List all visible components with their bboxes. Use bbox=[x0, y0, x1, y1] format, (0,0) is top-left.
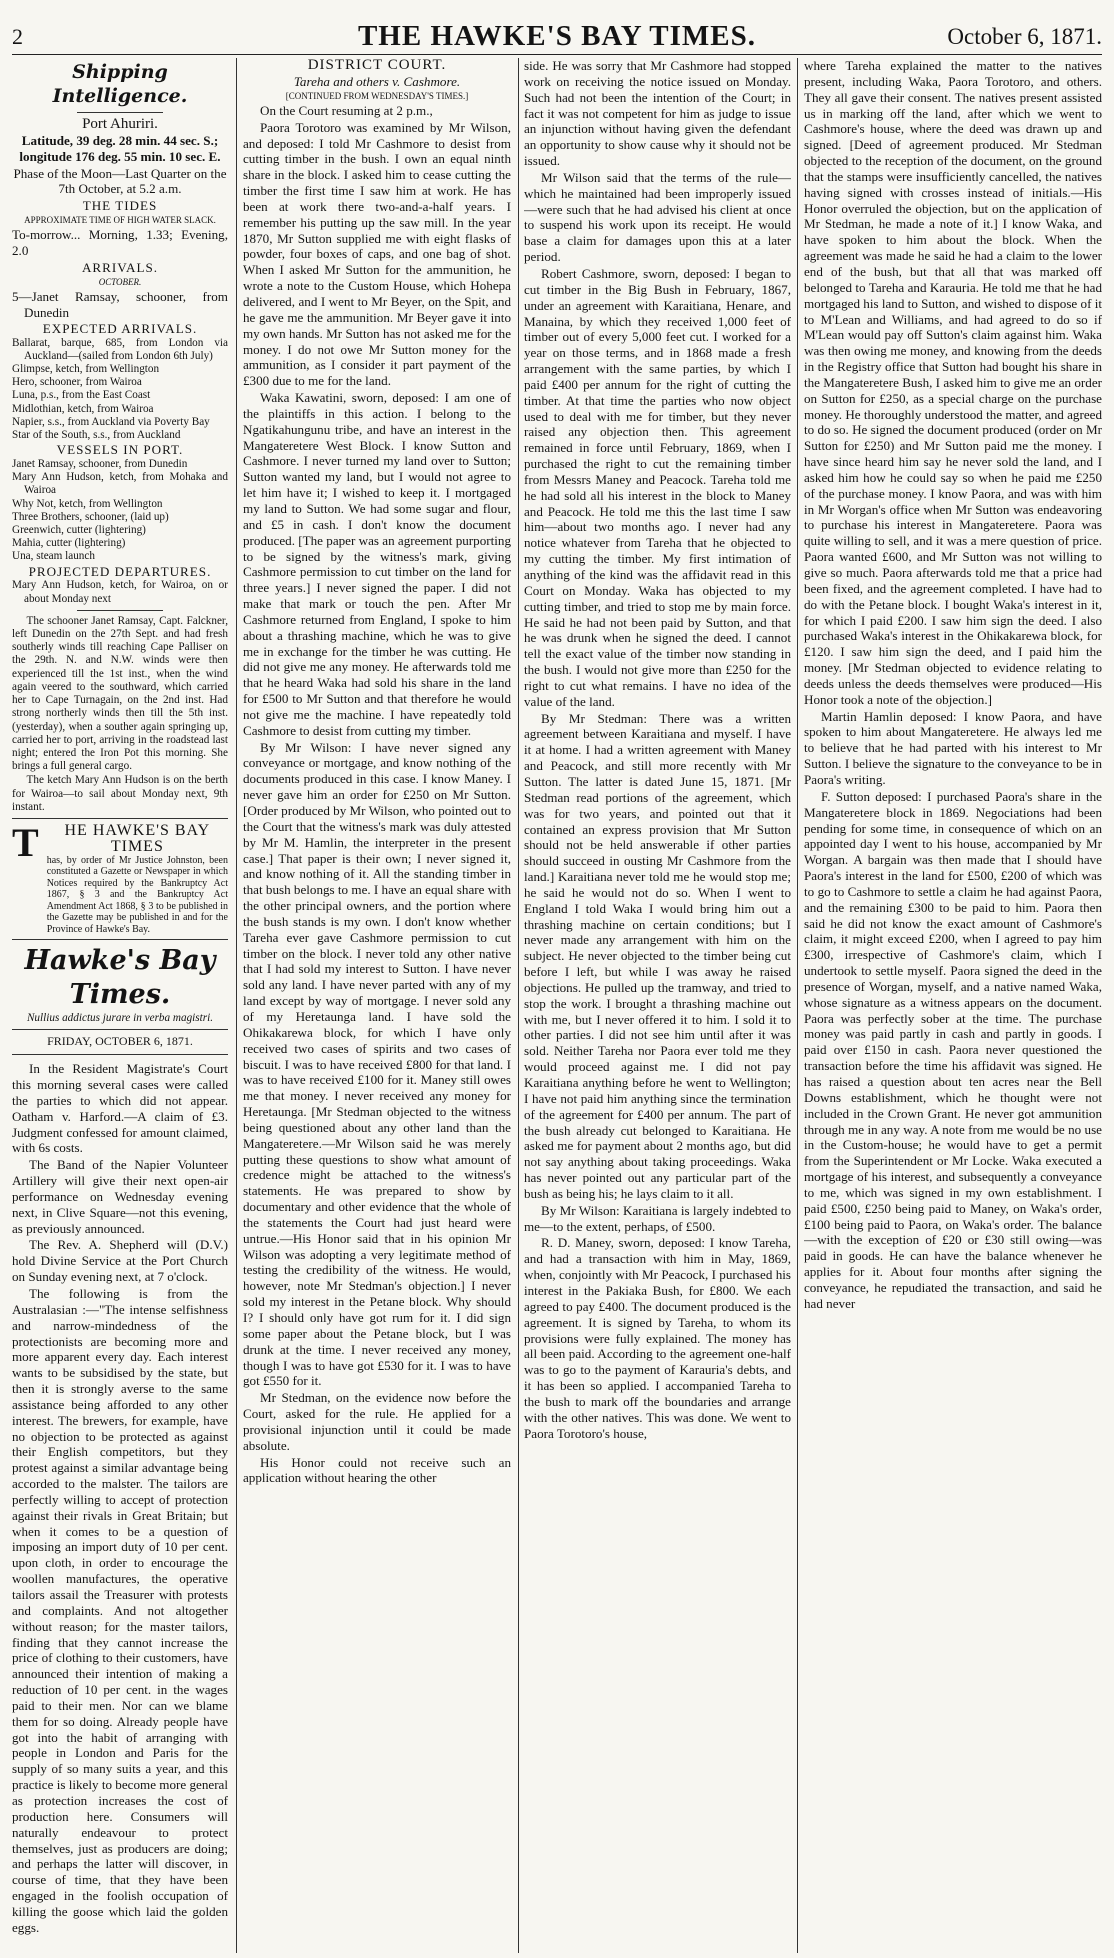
arrivals-month: OCTOBER. bbox=[98, 276, 142, 287]
column-rule-2 bbox=[518, 58, 519, 1953]
port-title: VESSELS IN PORT. bbox=[56, 442, 184, 458]
list-item: Luna, p.s., from the East Coast bbox=[12, 389, 151, 402]
nameplate: Hawke's Bay Times. bbox=[24, 945, 216, 1011]
list-item: Why Not, ketch, from Wellington bbox=[12, 497, 163, 510]
divider bbox=[12, 1029, 228, 1030]
list-item: Three Brothers, schooner, (laid up) bbox=[12, 510, 169, 523]
paragraph: where Tareha explained the matter to the natives present, including Waka, Paora Torotoro, and others. They all gave their consent. The natives present assisted us in marking off the land, after which we went to Cashmore's house, where the deed was drawn up and signed. [Deed of agreement produced. Mr Stedman objected to the reception of the document, on the ground that the stamps were insufficiently cancelled, the natives having signed with crosses instead of initials.—His Honor overruled the objection, but on the application of Mr Stedman, he made a note of it.] I know Waka, and have spoken to him about the block. When the agreement was made he said he had a claim to the lower end of the bush, but that all that was marked off belonged to Tareha and Karauria. He told me that he had mortgaged his land to Sutton, and wished to dispose of it to M'Lean and Williams, and had agreed to do so if M'Lean would pay off Sutton's claim against him. Waka was then owing me money, and knowing from the deeds in the Registry office that Sutton had bought his share in the Mangateretere Bush, I asked him to give me an order on Sutton for £250, as a special charge on the purchase money. He thoroughly understood the matter, and agreed to do so. He signed the document produced (order on Mr Sutton for £250) and Mr Sutton paid me the money. I have since heard him say he never sold the land, and I asked him how he could say so when he paid me £250 of the purchase money. I know Paora, and was with him in Mr Worgan's office when Mr Sutton was endeavoring to purchase his interest in Mangateretere. Paora was quite willing to sell, and it was a mere question of price. Paora wanted £600, and Mr Sutton was not willing to give so much. Paora afterwards told me that a price had been fixed, and the agreement completed. I have had to do with the Petane block. I bought Waka's interest in it, for which I paid £200. I saw him sign the deed. I also purchased Waka's interest in the Ohikakarewa block, for £120. I saw him sign the deed, and I paid him the money. [Mr Stedman objected to evidence relating to deeds unless the deeds themselves were produced—His Honor took a note of the objection.] bbox=[804, 58, 1102, 707]
list-item: Ballarat, barque, 685, from London via Auckland—(sailed from London 6th July) bbox=[12, 336, 228, 362]
newspaper-title: THE HAWKE'S BAY TIMES. bbox=[357, 20, 757, 52]
column-4 bbox=[804, 58, 1102, 1956]
paragraph: By Mr Stedman: There was a written agreement between Karaitiana and myself. I have it at home. I had a written agreement with Maney and Peacock, and still more recently with Mr Sutton. The latter is dated June 15, 1871. [Mr Stedman read portions of the agreement, which was for two years, and pointed out that it contained an express provision that Mr Sutton should not be held answerable if other parties should succeed in ousting Mr Cashmore from the land.] Karaitiana never told me he would stop me; he said he would not do so. When I went to England I told Waka I would bring him out a thrashing machine on certain conditions; but I never made any arrangement with him on the subject. He never objected to the timber being cut before I left, but while I was away he raised objections. He pulled up the tramway, and tried to stop the work. I brought a thrashing machine out with me, but I never offered it to him. I sold it to other parties. I did not see him until after it was sold. Neither Tareha nor Paora ever told me they would proceed against me. I did not pay Karaitiana anything before he went to Wellington; I have not paid him anything since the termination of the agreement for £400 per annum. The part of the bush already cut belonged to Karaitiana. He asked me for payment about 2 months ago, but did not say anything about taking proceedings. Waka has never pointed out any particular part of the bush as being his; he lays claim to it all. bbox=[524, 710, 791, 1201]
list-item: Hero, schooner, from Wairoa bbox=[12, 376, 142, 389]
paragraph: His Honor could not receive such an application without hearing the other bbox=[243, 1454, 511, 1486]
paragraph: The following is from the Australasian :—"The intense selfishness and narrow-mindedness of the protectionists are becoming more and more apparent every day. Each interest wants to be subsidised by the state, but then it is strongly averse to the same assistance being afforded to any other interest. The brewers, for example, have no objection to be protected as against their English competitors, but they protest against a similar advantage being accorded to the malster. The tailors are perfectly willing to accept of protection against their rivals in Great Britain; but when it comes to be a question of imposing an import duty of 10 per cent. upon cloth, in order to encourage the woollen manufactures, the operative tailors assail the Treasurer with protests and complaints. And not altogether without reason; for the master tailors, finding that they cannot increase the price of clothing to their customers, have announced their intention of making a reduction of 10 per cent. in the wages paid to their men. Nor can we blame them for so doing. Already people have got into the habit of arranging with people in London and Paris for the supply of so many suits a year, and this practice is likely to become more general as protection increases the cost of production here. Consumers will naturally endeavour to protect themselves, just as producers are doing; and perhaps the latter will discover, in course of time, that they have been engaged in the foolish occupation of killing the goose which laid the golden eggs. bbox=[12, 1285, 228, 1935]
port-name: Port Ahuriri. bbox=[82, 116, 158, 132]
paragraph: By Mr Wilson: I have never signed any conveyance or mortgage, and know nothing of the documents produced in this case. I know Maney. I never gave him an order for £250 on Mr Sutton. [Order produced by Mr Wilson, who pointed out to the Court that the witness's mark was duly attested by Mr M. Hamlin, the interpreter in the present case.] That paper is their own; I never signed it, and know nothing of it. All the standing timber in that bush belongs to me. I have an equal share with the other principal owners, and the portion where the bush stands is my own. I don't know whether Tareha ever gave Cashmore permission to cut timber on the block. I never told any other native that I had sold my interest to Sutton. I have never sold any land. I have never parted with any of my land except by way of mortgage. I never sold any of my Heretaunga land. I have sold the Ohikakarewa block, for which I have only received two cases of spirits and two cases of biscuit. I was to have received £800 for that land. I was to have received £100 for it. Maney still owes me that money. I never received any money for Heretaunga. [Mr Stedman objected to the witness being questioned about any other land than the Mangateretere.—Mr Wilson said he was merely putting these questions to show what amount of credence might be attached to the witness's statements. He was prepared to show by documentary and other evidence that the whole of the statements the Court had just heard were untrue.—His Honor said that in his opinion Mr Wilson was adopting a very legitimate method of testing the credibility of the witness. He would, however, note Mr Stedman's objection.] I never sold my interest in the Petane block. Why should I? I should only have got rum for it. I did sign some paper about the Petane block, but I was drunk at the time. I never received any money, though I was to have got £530 for it. I was to have got £550 for it. bbox=[243, 739, 511, 1389]
column-3 bbox=[524, 58, 791, 1956]
expected-list bbox=[12, 337, 228, 443]
column-1 bbox=[12, 58, 228, 1956]
list-item: Glimpse, ketch, from Wellington bbox=[12, 362, 160, 375]
expected-title: EXPECTED ARRIVALS. bbox=[42, 320, 198, 336]
editorial-date: FRIDAY, OCTOBER 6, 1871. bbox=[47, 1034, 193, 1049]
tides-subtitle: APPROXIMATE TIME OF HIGH WATER SLACK. bbox=[24, 215, 216, 226]
list-item: Janet Ramsay, schooner, from Dunedin bbox=[12, 458, 188, 470]
divider bbox=[77, 112, 163, 113]
tides-line: To-morrow... Morning, 1.33; Evening, 2.0 bbox=[12, 227, 228, 259]
list-item: Mary Ann Hudson, ketch, from Mohaka and Wairoa bbox=[12, 471, 228, 497]
list-item: Mahia, cutter (lightering) bbox=[12, 537, 126, 550]
court-title: DISTRICT COURT. bbox=[307, 58, 447, 73]
motto: Nullius addictus jurare in verba magistri. bbox=[26, 1012, 214, 1025]
drop-cap: T bbox=[12, 819, 39, 865]
column-rule-1 bbox=[236, 58, 237, 1953]
list-item: 5—Janet Ramsay, schooner, from Dunedin bbox=[12, 289, 228, 320]
projected-title: PROJECTED DEPARTURES. bbox=[28, 563, 212, 579]
list-item: Mary Ann Hudson, ketch, for Wairoa, on or about Monday next bbox=[12, 579, 228, 605]
paragraph: side. He was sorry that Mr Cashmore had stopped work on receiving the notice issued on Monday. Such had not been the intention of the Court; in fact it was not competent for him as judge to issue an injunction without having given the defendant an opportunity to show cause why it should not be issued. bbox=[524, 58, 791, 169]
divider bbox=[77, 610, 163, 611]
port-list bbox=[12, 458, 228, 564]
arrivals-title: ARRIVALS. bbox=[81, 259, 159, 275]
paragraph: In the Resident Magistrate's Court this morning several cases were called the parties to which did not appear. Oatham v. Harford.—A claim of £3. Judgment confessed for amount claimed, with 6s costs. bbox=[12, 1061, 228, 1156]
column-2 bbox=[243, 58, 511, 1956]
paragraph: Mr Wilson said that the terms of the rule—which he maintained had been improperly issued—were such that he had advised his client at once to suspend his work upon its receipt. He would base a claim for damages upon this at a later period. bbox=[524, 169, 791, 265]
moon-phase: Phase of the Moon—Last Quarter on the 7th October, at 5.2 a.m. bbox=[13, 165, 227, 197]
court-case: Tareha and others v. Cashmore. bbox=[293, 73, 461, 89]
projected-list bbox=[12, 579, 228, 605]
paragraph: Martin Hamlin deposed: I know Paora, and have spoken to him about Mangateretere. He always led me to believe that he had parted with his interest to Mr Sutton. I believe the signature to the conveyance to be in Paora's writing. bbox=[804, 708, 1102, 787]
issue-date: October 6, 1871. bbox=[947, 24, 1102, 49]
notice-body: has, by order of Mr Justice Johnston, been constituted a Gazette or Newspaper in which Notices required by the Bankruptcy Act 1867, § 3 and the Bankruptcy Act Amendment Act 1868, § 3 to be published in the Gazette may be published in and for the Province of Hawke's Bay. bbox=[46, 854, 228, 935]
paragraph: F. Sutton deposed: I purchased Paora's share in the Mangateretere block in 1869. Negociations had been pending for some time, in consequence of which on an appointed day I went to his house, accompanied by Mr Worgan. A bargain was then made that I should have Paora's interest in the land for £500, £200 of which was to go to Cashmore to settle a claim he had against Paora, and the remaining £300 to be paid to him. Paora then said he did not know the exact amount of Cashmore's claim, it might exceed £200, when I agreed to pay him £300, irrespective of Cashmore's claim, which I undertook to settle myself. Paora signed the deed in the presence of Worgan, myself, and a native named Waka, whose signature as a witness appears on the document. Paora was perfectly sober at the time. The purchase money was paid partly in cash and partly in goods. I paid over £150 in cash. Paora never questioned the transaction before the time his affidavit was signed. He has raised a question about ten acres near the Bell Downs establishment, which he thought were not included in the Crown Grant. He never got ammunition through me in any way. A note from me would be no use in the Custom-house; he would have to get a permit from the Superintendent or Mr Locke. Waka executed a mortgage of his interest, and subsequently a conveyance to me, which was signed in my own establishment. I paid £500, £250 being paid to Maney, on Waka's order, £100 being paid to Paora, on Waka's order. The balance—with the exception of £20 or £30 still owing—was paid in goods. He can have the balance whenever he applies for it. About four months after signing the conveyance, he repudiated the transaction, and said he had never bbox=[804, 788, 1102, 1311]
paragraph: Robert Cashmore, sworn, deposed: I began to cut timber in the Big Bush in February, 1867, under an agreement with Karaitiana, Henare, and Manaina, by which they received 1,000 feet of timber out of every 5,000 feet cut. I worked for a year on those terms, and in 1868 made a fresh arrangement with the same parties, by which I paid £400 per annum for the right of cutting the timber. At that time the parties who now object used to deal with me for timber, but they never raised any objection then. This agreement remained in force until February, 1869, when I purchased the right to cut the remaining timber from Messrs Maney and Peacock. Tareha told me he had sold all his interest in the block to Maney and Peacock. He told me this the last time I saw him—about two months ago. I never had any notice whatever from Tareha that he objected to my cutting the timber. My first intimation of anything of the kind was the affidavit read in this Court on Monday. Waka has objected to my cutting timber, and tried to stop me by main force. He said he had not been paid by Sutton, and that he was drunk when he signed the deed. I cannot tell the exact value of the timber now standing in the bush. I would not give more than £250 for the right to cut what remains. I have no idea of the value of the land. bbox=[524, 265, 791, 709]
shipping-news-2: The ketch Mary Ann Hudson is on the berth for Wairoa—to sail about Monday next, 9th instant. bbox=[12, 774, 228, 813]
gazette-notice bbox=[12, 818, 228, 940]
list-item: Greenwich, cutter (lightering) bbox=[12, 524, 146, 537]
arrivals-list bbox=[12, 289, 228, 321]
paragraph: The Rev. A. Shepherd will (D.V.) hold Divine Service at the Port Church on Sunday evening next, at 7 o'clock. bbox=[12, 1237, 228, 1285]
shipping-news: The schooner Janet Ramsay, Capt. Falckner, left Dunedin on the 27th Sept. and had fresh southerly winds till reaching Cape Palliser on the 29th. N. and N.W. winds were then experienced till the 1st inst., when the wind again veered to the southward, which carried her to Cape Turnagain, on the 2nd inst. Had strong northerly winds then till the 5th inst. (yesterday), when a souther again springing up, carried her to port, arriving in the roadstead last night; entered the Iron Pot this morning. She brings a full general cargo. bbox=[12, 614, 228, 773]
page-number: 2 bbox=[12, 24, 23, 49]
list-item: Midlothian, ketch, from Wairoa bbox=[12, 402, 154, 415]
masthead-rule bbox=[12, 54, 1102, 55]
paragraph: Paora Torotoro was examined by Mr Wilson, and deposed: I told Mr Cashmore to desist from cutting timber in the bush. I own an equal ninth share in the block. I asked him to cease cutting the timber the first time I saw him at work. He has been at work there two-and-a-half years. I remember his putting up the saw mill. In the year 1870, Mr Sutton supplied me with eight flasks of powder, four boxes of caps, and one bag of shot. When I asked Mr Sutton for the ammunition, he wrote a note to the Custom House, which Hohepa delivered, and I went to Mr Beyer, on the Spit, and he gave me the ammunition. Mr Beyer gave it into my own hands. Mr Sutton has not asked me for the money. I do not owe Mr Sutton money for the ammunition, as I consider it part payment of the £300 due to me for the land. bbox=[243, 119, 511, 389]
paragraph: Waka Kawatini, sworn, deposed: I am one of the plaintiffs in this action. I belong to the Ngatikahungunu tribe, and have an interest in the Mangateretere West Block. I know Sutton and Cashmore. I never turned my land over to Sutton; Sutton wanted my land, but I would not agree to let him have it; I wished to keep it. I mortgaged my land to Sutton. We had some sugar and flour, and £5 in cash. I don't know the document produced. [The paper was an agreement purporting to be signed by the witness's mark, giving Cashmore permission to cut timber on the land for three years.] I never signed the paper. I did not make that mark or touch the pen. After Mr Cashmore returned from England, I spoke to him about a thrashing machine, which he was to give me in exchange for the timber he was cutting. He did not give me any money. He afterwards told me that he heard Waka had sold his share in the land for £500 to Mr Sutton and that therefore he would not give me the machine. I have repeatedly told Cashmore to desist from cutting my timber. bbox=[243, 390, 511, 738]
paragraph: On the Court resuming at 2 p.m., bbox=[260, 102, 433, 118]
paragraph: R. D. Maney, sworn, deposed: I know Tareha, and had a transaction with him in May, 1869, when, conjointly with Mr Peacock, I purchased his interest in the Pakiaka Bush, for £800. We each agreed to pay £400. The document produced is the agreement. It is signed by Tareha, to whom its provisions were fully explained. The money has all been paid. According to the agreement one-half was to go to the payment of Karauria's debts, and it has been so applied. I accompanied Tareha to the bush to mark off the boundaries and arrange with the other natives. This was done. We went to Paora Torotoro's house, bbox=[524, 1235, 791, 1441]
paragraph: By Mr Wilson: Karaitiana is largely indebted to me—to the extent, perhaps, of £500. bbox=[524, 1202, 791, 1234]
paragraph: Mr Stedman, on the evidence now before the Court, asked for the rule. He applied for a provisional injunction until it could be made absolute. bbox=[243, 1390, 511, 1453]
masthead bbox=[12, 16, 1102, 50]
list-item: Una, steam launch bbox=[12, 550, 95, 563]
list-item: Napier, s.s., from Auckland via Poverty Bay bbox=[12, 415, 210, 428]
tides-title: THE TIDES bbox=[82, 198, 158, 214]
divider bbox=[12, 1054, 228, 1055]
list-item: Star of the South, s.s., from Auckland bbox=[12, 428, 181, 441]
port-latitude: Latitude, 39 deg. 28 min. 44 sec. S.; longitude 176 deg. 55 min. 10 sec. E. bbox=[19, 132, 221, 164]
court-continued: [CONTINUED FROM WEDNESDAY'S TIMES.] bbox=[285, 90, 469, 101]
shipping-heading: Shipping Intelligence. bbox=[52, 61, 188, 107]
paragraph: The Band of the Napier Volunteer Artillery will give their next open-air performance on Wednesday evening next, in Clive Square—not this evening, as previously announced. bbox=[12, 1157, 228, 1236]
notice-title: HE HAWKE'S BAY TIMES bbox=[64, 821, 211, 855]
column-rule-3 bbox=[797, 58, 798, 1953]
